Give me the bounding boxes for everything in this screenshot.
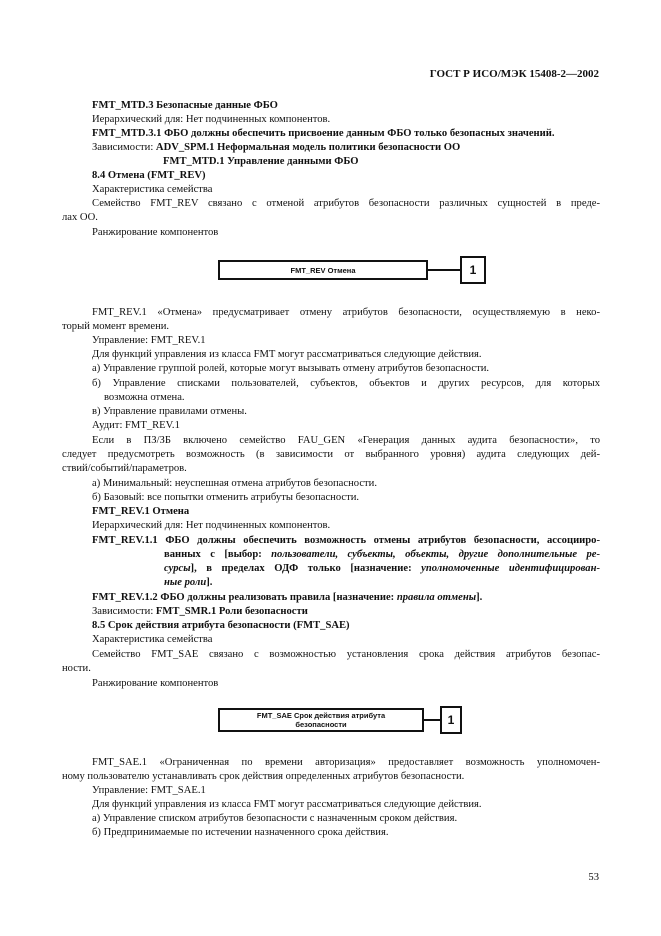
dependencies-label: Зависимости: (92, 142, 156, 153)
requirement-rev1-1-line3 (164, 562, 600, 576)
dependency-fmt-smr1: FMT_SMR.1 Роли безопасности (155, 606, 308, 617)
component-title-mtd3: FMT_MTD.3 Безопасные данные ФБО (92, 100, 278, 111)
selection-options-end: сурсы (164, 563, 191, 574)
audit-text-rev-3: ствий/событий/параметров. (62, 463, 187, 474)
dependency-fmt-mtd1: FMT_MTD.1 Управление данными ФБО (163, 156, 359, 167)
requirement-rev1-2-text: FMT_REV.1.2 ФБО должны реализовать правила [назначение: (92, 592, 397, 603)
rev1-desc-1: FMT_REV.1 «Отмена» предусматривает отмену атрибутов безопасности, осуществляемую в неко- (92, 307, 600, 318)
level-box-rev: 1 (460, 256, 486, 284)
mgmt-intro-rev: Для функций управления из класса FMT могут рассматриваться следующие действия. (92, 349, 482, 360)
page-header: ГОСТ Р ИСО/МЭК 15408-2—2002 (429, 68, 599, 80)
requirement-mtd3-1: FMT_MTD.3.1 ФБО должны обеспечить присвоение данным ФБО только безопасных значений. (92, 128, 555, 139)
dependency-adv-spm1: ADV_SPM.1 Неформальная модель политики безопасности ОО (155, 142, 461, 153)
mgmt-item-b-rev-1: б) Управление списками пользователей, субъектов, объектов и других ресурсов, для которых (92, 378, 600, 389)
family-box-sae-line2: безопасности (295, 720, 347, 729)
section-title-sae: 8.5 Срок действия атрибута безопасности (FMT_SAE) (92, 620, 350, 631)
audit-title-rev: Аудит: FMT_REV.1 (92, 420, 180, 431)
requirement-rev1-2-value: правила отмены (396, 592, 477, 603)
audit-item-a-rev: а) Минимальный: неуспешная отмена атрибутов безопасности. (92, 478, 377, 489)
mgmt-item-a-rev: а) Управление группой ролей, которые могут вызывать отмену атрибутов безопасности. (92, 363, 490, 374)
sae1-desc-2: ному пользователю устанавливать срок действия определенных атрибутов безопасности. (62, 771, 465, 782)
section-title-rev: 8.4 Отмена (FMT_REV) (92, 170, 206, 181)
rev1-desc-2: торый момент времени. (62, 321, 170, 332)
component-title-rev1: FMT_REV.1 Отмена (92, 506, 190, 517)
hierarchy-mtd3: Иерархический для: Нет подчиненных компонентов. (92, 114, 331, 125)
family-box-rev: FMT_REV Отмена (218, 260, 428, 280)
mgmt-item-a-sae: а) Управление списком атрибутов безопасности с назначенным сроком действия. (92, 813, 458, 824)
audit-text-rev-2: следует предусмотреть возможность (в зависимости от выбранного уровня) аудита следующих дей- (62, 449, 600, 460)
dependencies-rev1 (92, 605, 600, 619)
hierarchy-rev1: Иерархический для: Нет подчиненных компонентов. (92, 520, 331, 531)
level-box-sae: 1 (440, 706, 462, 734)
family-desc-sae-2: ности. (62, 663, 91, 674)
requirement-rev1-2 (92, 591, 600, 605)
family-box-sae-line1: FMT_SAE Срок действия атрибута (256, 711, 386, 720)
bracket-close: ]. (476, 592, 483, 603)
family-char-rev: Характеристика семейства (92, 184, 213, 195)
assignment-value-end: ные роли (164, 577, 207, 588)
selection-label: ванных с [выбор: (164, 549, 272, 560)
mgmt-title-rev: Управление: FMT_REV.1 (92, 335, 206, 346)
family-char-sae: Характеристика семейства (92, 634, 213, 645)
family-box-sae (218, 708, 424, 732)
family-desc-rev-1: Семейство FMT_REV связано с отменой атрибутов безопасности различных сущностей в преде- (92, 198, 600, 209)
bracket-close: ]. (206, 577, 213, 588)
family-desc-sae-1: Семейство FMT_SAE связано с возможностью установления срока действия атрибутов безопас- (92, 649, 600, 660)
ranking-rev: Ранжирование компонентов (92, 227, 219, 238)
dependencies-label: Зависимости: (92, 606, 156, 617)
page-number: 53 (588, 872, 599, 883)
mgmt-item-b-rev-2: возможна отмена. (104, 392, 185, 403)
mgmt-item-c-rev: в) Управление правилами отмены. (92, 406, 247, 417)
assignment-label: ], в пределах ОДФ только [назначение: (190, 563, 422, 574)
requirement-rev1-1-line4 (164, 576, 661, 590)
dependencies-mtd3 (92, 141, 600, 155)
mgmt-item-b-sae: б) Предпринимаемые по истечении назначенного срока действия. (92, 827, 389, 838)
family-desc-rev-2: лах ОО. (62, 212, 98, 223)
ranking-sae: Ранжирование компонентов (92, 678, 219, 689)
assignment-value: уполномоченные идентифицирован- (421, 563, 600, 574)
connector-line-sae (424, 719, 440, 721)
requirement-rev1-1-line1: FMT_REV.1.1 ФБО должны обеспечить возможность отмены атрибутов безопасности, ассоцииро- (92, 535, 600, 546)
connector-line-rev (428, 269, 460, 271)
mgmt-intro-sae: Для функций управления из класса FMT могут рассматриваться следующие действия. (92, 799, 482, 810)
sae1-desc-1: FMT_SAE.1 «Ограниченная по времени авторизация» предоставляет возможность уполномочен- (92, 757, 600, 768)
requirement-rev1-1-line2 (164, 548, 600, 562)
selection-options: пользователи, субъекты, объекты, другие дополнительные ре- (271, 549, 600, 560)
audit-item-b-rev: б) Базовый: все попытки отменить атрибуты безопасности. (92, 492, 360, 503)
mgmt-title-sae: Управление: FMT_SAE.1 (92, 785, 206, 796)
audit-text-rev-1: Если в ПЗ/ЗБ включено семейство FAU_GEN «Генерация данных аудита безопасности», то (92, 435, 600, 446)
